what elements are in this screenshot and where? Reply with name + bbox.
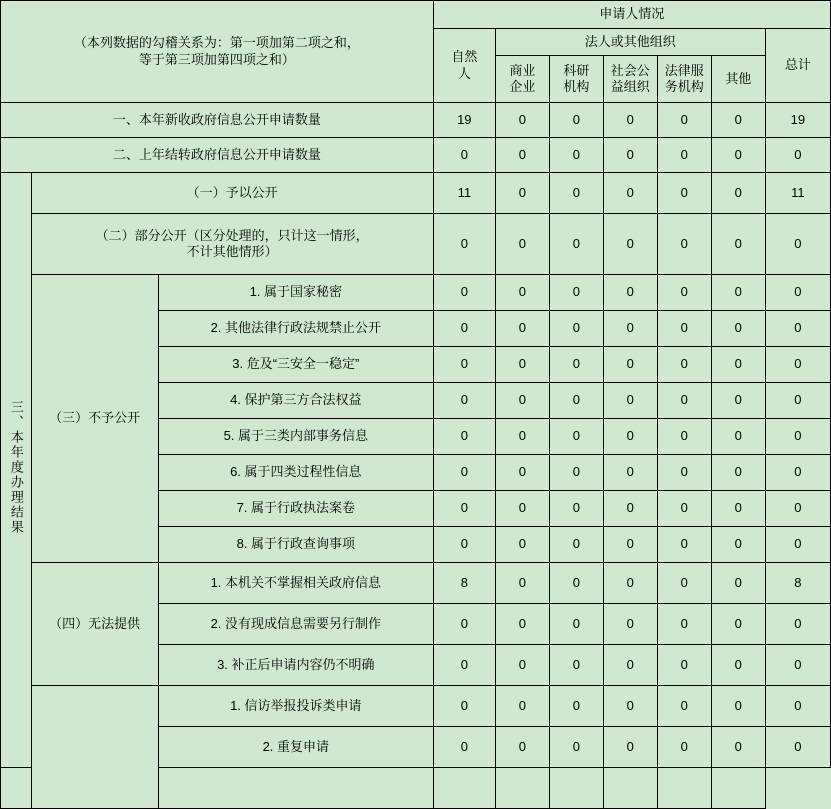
row-value: 0 [657, 527, 711, 563]
row-value: 0 [603, 491, 657, 527]
row-value: 0 [603, 604, 657, 645]
table-row [1, 686, 831, 727]
row-value: 0 [549, 491, 603, 527]
row-value: 0 [495, 383, 549, 419]
row-group-label [31, 686, 158, 809]
row-value: 0 [433, 383, 495, 419]
row-value: 0 [765, 383, 830, 419]
row-value: 0 [765, 138, 830, 173]
row-value: 0 [711, 645, 765, 686]
row-value: 19 [765, 103, 830, 138]
row-value: 0 [495, 347, 549, 383]
row-value: 0 [433, 347, 495, 383]
row-value: 0 [549, 419, 603, 455]
row-value: 0 [495, 138, 549, 173]
row-value: 0 [495, 604, 549, 645]
header-org-col-4 [711, 56, 765, 103]
row-value: 0 [495, 727, 549, 768]
row-value: 0 [765, 686, 830, 727]
row-group-label: （三）不予公开 [31, 275, 158, 563]
row-value: 0 [657, 383, 711, 419]
row-value: 19 [433, 103, 495, 138]
row-value: 0 [495, 311, 549, 347]
row-value: 0 [711, 563, 765, 604]
row-value: 0 [657, 563, 711, 604]
table-row [1, 138, 831, 173]
row-value: 0 [657, 311, 711, 347]
row-value: 0 [603, 347, 657, 383]
row-value: 0 [549, 604, 603, 645]
row-group-label: （四）无法提供 [31, 563, 158, 686]
row-value: 0 [603, 103, 657, 138]
row-value: 0 [495, 419, 549, 455]
row-value: 8 [433, 563, 495, 604]
row-value: 0 [711, 455, 765, 491]
row-value [657, 768, 711, 809]
row-value: 0 [495, 686, 549, 727]
row-value: 0 [495, 491, 549, 527]
header-org-col-0-l1: 商业 [509, 62, 536, 78]
row-value: 0 [603, 138, 657, 173]
row-label: 1. 本机关不掌握相关政府信息 [158, 563, 433, 604]
row-label: 一、本年新收政府信息公开申请数量 [1, 103, 434, 138]
row-value: 0 [433, 311, 495, 347]
row-value: 0 [603, 419, 657, 455]
row-label: 3. 危及“三安全一稳定” [158, 347, 433, 383]
row-value: 0 [603, 275, 657, 311]
row-value: 0 [711, 103, 765, 138]
row-label-l2: 不计其他情形） [186, 244, 278, 259]
row-value [603, 768, 657, 809]
header-natural-person [433, 29, 495, 103]
row-value [433, 768, 495, 809]
row-value: 0 [495, 563, 549, 604]
row-value: 0 [765, 604, 830, 645]
row-value: 0 [711, 173, 765, 214]
row-value: 0 [657, 138, 711, 173]
side-label-annual-result [1, 173, 32, 768]
row-value: 0 [765, 527, 830, 563]
row-label: 5. 属于三类内部事务信息 [158, 419, 433, 455]
row-value: 0 [711, 491, 765, 527]
row-value: 0 [657, 347, 711, 383]
header-org-col-1 [549, 56, 603, 103]
row-value: 0 [657, 275, 711, 311]
header-org-col-2-l2: 益组织 [610, 79, 650, 94]
row-value: 0 [603, 383, 657, 419]
row-value: 0 [549, 311, 603, 347]
row-value: 0 [765, 455, 830, 491]
row-label: 8. 属于行政查询事项 [158, 527, 433, 563]
row-value: 0 [765, 275, 830, 311]
row-value: 0 [657, 604, 711, 645]
row-value: 0 [765, 491, 830, 527]
row-value: 0 [495, 527, 549, 563]
header-org-col-1-l1: 科研 [563, 62, 590, 78]
row-value: 0 [433, 686, 495, 727]
row-value: 0 [495, 103, 549, 138]
row-value: 0 [549, 173, 603, 214]
row-value: 0 [549, 527, 603, 563]
row-label: （一）予以公开 [31, 173, 433, 214]
header-org-col-2-l1: 社会公 [610, 62, 650, 78]
row-label: 3. 补正后申请内容仍不明确 [158, 645, 433, 686]
row-value: 0 [603, 563, 657, 604]
row-value: 0 [657, 727, 711, 768]
row-value: 0 [433, 645, 495, 686]
row-value: 0 [765, 727, 830, 768]
row-value: 0 [657, 214, 711, 275]
row-value: 0 [495, 173, 549, 214]
table-note-line2: 等于第三项加第四项之和） [138, 51, 295, 67]
row-value: 0 [549, 214, 603, 275]
row-value: 0 [765, 214, 830, 275]
row-value: 0 [495, 275, 549, 311]
row-value: 0 [433, 727, 495, 768]
row-value: 0 [765, 311, 830, 347]
row-value: 0 [657, 419, 711, 455]
row-value: 11 [433, 173, 495, 214]
row-value: 0 [549, 275, 603, 311]
row-value: 0 [711, 419, 765, 455]
table-note [1, 1, 434, 103]
header-total: 总计 [765, 29, 830, 103]
row-value: 0 [495, 214, 549, 275]
row-label: 4. 保护第三方合法权益 [158, 383, 433, 419]
row-value: 0 [433, 275, 495, 311]
row-value: 0 [603, 214, 657, 275]
row-value: 0 [549, 455, 603, 491]
header-org-col-2 [603, 56, 657, 103]
row-value: 0 [433, 604, 495, 645]
row-value: 0 [433, 138, 495, 173]
row-value: 0 [603, 311, 657, 347]
row-value: 0 [711, 214, 765, 275]
row-value: 0 [657, 455, 711, 491]
row-value: 0 [549, 563, 603, 604]
row-value: 0 [765, 347, 830, 383]
row-value: 0 [549, 347, 603, 383]
header-org-col-3-l1: 法律服 [664, 62, 704, 78]
row-value [495, 768, 549, 809]
row-value: 0 [603, 455, 657, 491]
row-value: 11 [765, 173, 830, 214]
row-label: 6. 属于四类过程性信息 [158, 455, 433, 491]
row-value: 0 [603, 527, 657, 563]
row-value: 0 [549, 727, 603, 768]
row-value: 8 [765, 563, 830, 604]
row-value: 0 [657, 686, 711, 727]
header-org-col-0 [495, 56, 549, 103]
row-value: 0 [549, 103, 603, 138]
row-value [549, 768, 603, 809]
row-label: 1. 属于国家秘密 [158, 275, 433, 311]
row-value: 0 [549, 383, 603, 419]
row-label: 2. 重复申请 [158, 727, 433, 768]
row-label-l1: （二）部分公开（区分处理的，只计这一情形， [95, 227, 369, 243]
row-label [31, 214, 433, 275]
table-row [1, 173, 831, 214]
row-value: 0 [603, 727, 657, 768]
row-value: 0 [433, 214, 495, 275]
row-value: 0 [711, 311, 765, 347]
row-value: 0 [657, 491, 711, 527]
row-label: 2. 其他法律行政法规禁止公开 [158, 311, 433, 347]
row-value: 0 [711, 686, 765, 727]
row-value: 0 [711, 275, 765, 311]
row-value: 0 [433, 527, 495, 563]
row-value: 0 [549, 645, 603, 686]
row-value [711, 768, 765, 809]
row-value: 0 [433, 419, 495, 455]
row-value [158, 768, 433, 809]
header-org-col-3 [657, 56, 711, 103]
row-value: 0 [657, 173, 711, 214]
row-value: 0 [711, 383, 765, 419]
table-row [1, 275, 831, 311]
row-value: 0 [495, 455, 549, 491]
row-label: 7. 属于行政执法案卷 [158, 491, 433, 527]
table-note-line1: （本列数据的勾稽关系为：第一项加第二项之和， [73, 35, 360, 51]
row-value: 0 [549, 138, 603, 173]
row-value: 0 [549, 686, 603, 727]
row-value: 0 [657, 645, 711, 686]
row-value: 0 [765, 645, 830, 686]
table-row [1, 563, 831, 604]
header-org-col-1-l2: 机构 [563, 79, 590, 94]
header-natural-person-l2: 人 [457, 65, 471, 81]
row-value: 0 [765, 419, 830, 455]
row-value: 0 [495, 645, 549, 686]
header-org-col-4-l1: 其他 [725, 70, 752, 86]
row-value: 0 [603, 686, 657, 727]
row-value: 0 [433, 455, 495, 491]
row-value: 0 [603, 173, 657, 214]
header-legal-org: 法人或其他组织 [495, 29, 765, 56]
row-value: 0 [711, 138, 765, 173]
row-label: 1. 信访举报投诉类申请 [158, 686, 433, 727]
row-value: 0 [603, 645, 657, 686]
header-natural-person-l1: 自然 [451, 49, 478, 65]
header-applicant-group: 申请人情况 [433, 1, 830, 29]
row-value: 0 [711, 347, 765, 383]
row-label: 二、上年结转政府信息公开申请数量 [1, 138, 434, 173]
row-value: 0 [711, 604, 765, 645]
side-label-text: 三、本年度办理结果 [8, 400, 24, 536]
row-value: 0 [657, 103, 711, 138]
header-org-col-3-l2: 务机构 [664, 79, 704, 94]
row-value: 0 [433, 491, 495, 527]
table-row [1, 103, 831, 138]
row-label [1, 768, 32, 809]
table-row [1, 214, 831, 275]
row-value: 0 [711, 727, 765, 768]
header-org-col-0-l2: 企业 [509, 79, 536, 94]
row-label: 2. 没有现成信息需要另行制作 [158, 604, 433, 645]
row-value: 0 [711, 527, 765, 563]
